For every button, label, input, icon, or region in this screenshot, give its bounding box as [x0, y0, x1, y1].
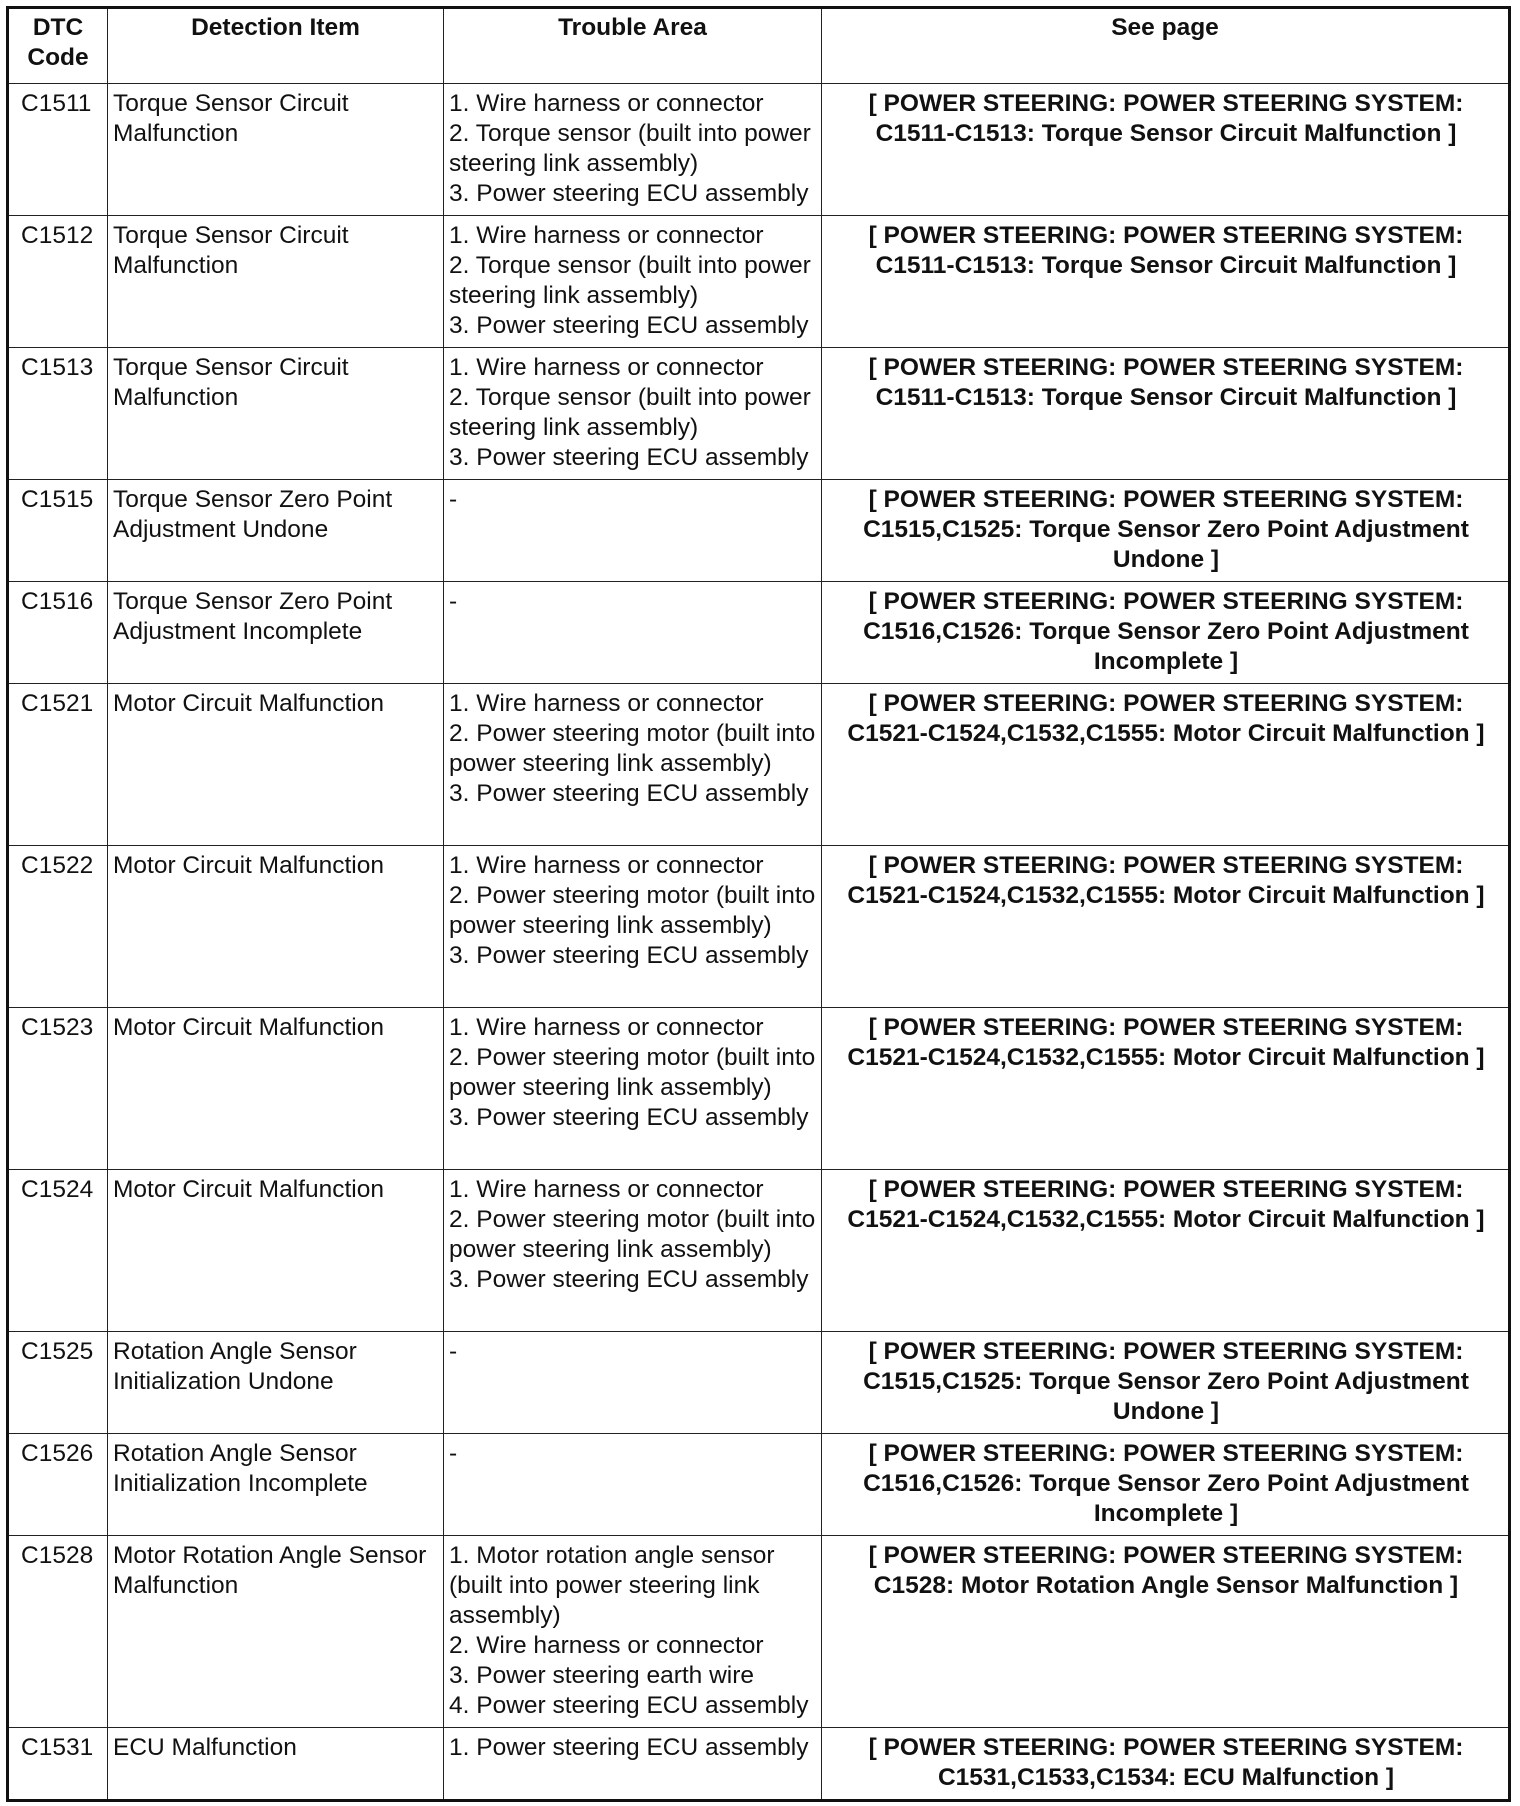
trouble-area-cell — [444, 1008, 822, 1170]
dtc-table — [6, 6, 1511, 1802]
trouble-area-line: 1. Wire harness or connector — [449, 1176, 764, 1203]
header-trouble-area: Trouble Area — [444, 8, 822, 84]
see-page-reference: [ POWER STEERING: POWER STEERING SYSTEM: C1531,C1533,C1534: ECU Malfunction ] — [822, 1728, 1510, 1801]
header-see-page: See page — [822, 8, 1510, 84]
trouble-area-line: - — [449, 1440, 458, 1467]
see-page-reference: [ POWER STEERING: POWER STEERING SYSTEM: C1515,C1525: Torque Sensor Zero Point Adjustment Undone ] — [822, 480, 1510, 582]
detection-item-cell: Rotation Angle Sensor Initialization Undone — [108, 1332, 444, 1434]
trouble-area-line: 2. Wire harness or connector — [449, 1632, 764, 1659]
dtc-code-cell: C1524 — [8, 1170, 108, 1332]
see-page-reference: [ POWER STEERING: POWER STEERING SYSTEM: C1511-C1513: Torque Sensor Circuit Malfunction ] — [822, 348, 1510, 480]
table-row — [8, 1728, 1510, 1801]
table-row — [8, 348, 1510, 480]
dtc-code-cell: C1528 — [8, 1536, 108, 1728]
see-page-reference: [ POWER STEERING: POWER STEERING SYSTEM: C1511-C1513: Torque Sensor Circuit Malfunction ] — [822, 216, 1510, 348]
trouble-area-cell — [444, 1434, 822, 1536]
dtc-code-cell: C1522 — [8, 846, 108, 1008]
trouble-area-cell — [444, 684, 822, 846]
trouble-area-line: 2. Power steering motor (built into power steering link assembly) — [449, 1206, 816, 1263]
trouble-area-line: 2. Power steering motor (built into power steering link assembly) — [449, 720, 816, 777]
dtc-code-cell: C1516 — [8, 582, 108, 684]
see-page-reference: [ POWER STEERING: POWER STEERING SYSTEM: C1528: Motor Rotation Angle Sensor Malfunction ] — [822, 1536, 1510, 1728]
see-page-reference: [ POWER STEERING: POWER STEERING SYSTEM: C1521-C1524,C1532,C1555: Motor Circuit Malfunction ] — [822, 846, 1510, 1008]
trouble-area-cell — [444, 1332, 822, 1434]
dtc-code-cell: C1525 — [8, 1332, 108, 1434]
detection-item-cell: Torque Sensor Circuit Malfunction — [108, 348, 444, 480]
table-row — [8, 1170, 1510, 1332]
trouble-area-line: 3. Power steering ECU assembly — [449, 180, 809, 207]
table-row — [8, 1434, 1510, 1536]
trouble-area-line: 1. Wire harness or connector — [449, 852, 764, 879]
table-row — [8, 1008, 1510, 1170]
see-page-reference: [ POWER STEERING: POWER STEERING SYSTEM: C1521-C1524,C1532,C1555: Motor Circuit Malfunction ] — [822, 684, 1510, 846]
detection-item-cell: Torque Sensor Zero Point Adjustment Incomplete — [108, 582, 444, 684]
trouble-area-cell — [444, 846, 822, 1008]
trouble-area-line: 3. Power steering earth wire — [449, 1662, 755, 1689]
detection-item-cell: Motor Circuit Malfunction — [108, 846, 444, 1008]
dtc-code-cell: C1511 — [8, 84, 108, 216]
trouble-area-line: - — [449, 588, 458, 615]
detection-item-cell: Rotation Angle Sensor Initialization Incomplete — [108, 1434, 444, 1536]
trouble-area-line: 3. Power steering ECU assembly — [449, 942, 809, 969]
trouble-area-line: 2. Power steering motor (built into power steering link assembly) — [449, 882, 816, 939]
trouble-area-line: 3. Power steering ECU assembly — [449, 1104, 809, 1131]
trouble-area-line: 2. Torque sensor (built into power steering link assembly) — [449, 384, 811, 441]
trouble-area-line: 1. Wire harness or connector — [449, 690, 764, 717]
header-dtc-code: DTC Code — [8, 8, 108, 84]
see-page-reference: [ POWER STEERING: POWER STEERING SYSTEM: C1511-C1513: Torque Sensor Circuit Malfunction ] — [822, 84, 1510, 216]
trouble-area-cell — [444, 348, 822, 480]
trouble-area-line: 2. Power steering motor (built into power steering link assembly) — [449, 1044, 816, 1101]
table-row — [8, 582, 1510, 684]
detection-item-cell: Motor Circuit Malfunction — [108, 684, 444, 846]
detection-item-cell: Torque Sensor Circuit Malfunction — [108, 216, 444, 348]
table-row — [8, 1536, 1510, 1728]
dtc-code-cell: C1531 — [8, 1728, 108, 1801]
trouble-area-line: 3. Power steering ECU assembly — [449, 1266, 809, 1293]
dtc-code-cell: C1521 — [8, 684, 108, 846]
table-row — [8, 216, 1510, 348]
header-detection-item: Detection Item — [108, 8, 444, 84]
see-page-reference: [ POWER STEERING: POWER STEERING SYSTEM: C1515,C1525: Torque Sensor Zero Point Adjustment Undone ] — [822, 1332, 1510, 1434]
trouble-area-line: 1. Wire harness or connector — [449, 1014, 764, 1041]
dtc-code-cell: C1513 — [8, 348, 108, 480]
detection-item-cell: Torque Sensor Zero Point Adjustment Undone — [108, 480, 444, 582]
trouble-area-line: 1. Wire harness or connector — [449, 354, 764, 381]
trouble-area-line: 1. Motor rotation angle sensor (built into power steering link assembly) — [449, 1542, 775, 1629]
trouble-area-line: 3. Power steering ECU assembly — [449, 312, 809, 339]
trouble-area-line: - — [449, 1338, 458, 1365]
header-row — [8, 8, 1510, 84]
detection-item-cell: Motor Circuit Malfunction — [108, 1008, 444, 1170]
dtc-code-cell: C1523 — [8, 1008, 108, 1170]
dtc-code-cell: C1512 — [8, 216, 108, 348]
trouble-area-cell — [444, 1536, 822, 1728]
dtc-code-cell: C1526 — [8, 1434, 108, 1536]
detection-item-cell: ECU Malfunction — [108, 1728, 444, 1801]
trouble-area-cell — [444, 1170, 822, 1332]
trouble-area-cell — [444, 1728, 822, 1801]
detection-item-cell: Torque Sensor Circuit Malfunction — [108, 84, 444, 216]
dtc-code-cell: C1515 — [8, 480, 108, 582]
see-page-reference: [ POWER STEERING: POWER STEERING SYSTEM: C1521-C1524,C1532,C1555: Motor Circuit Malfunction ] — [822, 1170, 1510, 1332]
table-row — [8, 846, 1510, 1008]
see-page-reference: [ POWER STEERING: POWER STEERING SYSTEM: C1521-C1524,C1532,C1555: Motor Circuit Malfunction ] — [822, 1008, 1510, 1170]
table-row — [8, 84, 1510, 216]
trouble-area-line: - — [449, 486, 458, 513]
detection-item-cell: Motor Rotation Angle Sensor Malfunction — [108, 1536, 444, 1728]
trouble-area-line: 3. Power steering ECU assembly — [449, 780, 809, 807]
table-header — [8, 8, 1510, 84]
trouble-area-line: 4. Power steering ECU assembly — [449, 1692, 809, 1719]
table-row — [8, 684, 1510, 846]
detection-item-cell: Motor Circuit Malfunction — [108, 1170, 444, 1332]
trouble-area-line: 1. Power steering ECU assembly — [449, 1734, 809, 1761]
trouble-area-line: 2. Torque sensor (built into power steering link assembly) — [449, 252, 811, 309]
trouble-area-line: 2. Torque sensor (built into power steering link assembly) — [449, 120, 811, 177]
see-page-reference: [ POWER STEERING: POWER STEERING SYSTEM: C1516,C1526: Torque Sensor Zero Point Adjustment Incomplete ] — [822, 1434, 1510, 1536]
trouble-area-cell — [444, 84, 822, 216]
trouble-area-line: 1. Wire harness or connector — [449, 222, 764, 249]
table-body — [8, 84, 1510, 1801]
trouble-area-line: 3. Power steering ECU assembly — [449, 444, 809, 471]
trouble-area-cell — [444, 216, 822, 348]
trouble-area-cell — [444, 582, 822, 684]
trouble-area-cell — [444, 480, 822, 582]
table-row — [8, 1332, 1510, 1434]
trouble-area-line: 1. Wire harness or connector — [449, 90, 764, 117]
see-page-reference: [ POWER STEERING: POWER STEERING SYSTEM: C1516,C1526: Torque Sensor Zero Point Adjustment Incomplete ] — [822, 582, 1510, 684]
table-row — [8, 480, 1510, 582]
